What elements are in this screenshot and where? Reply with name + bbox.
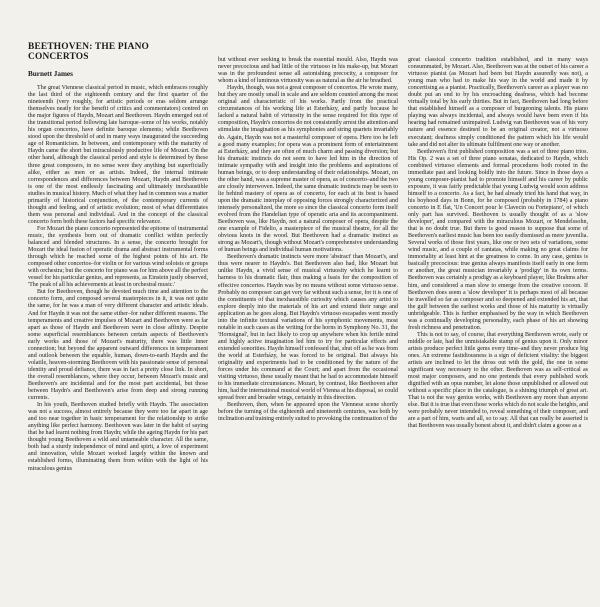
column-2 — [218, 57, 398, 423]
paragraph: For Mozart the piano concerto represented the epitome of instrumental music, the synthesis born out of dramatic conflict within perfectly balanced and blended structures. In a sense, the concerto brought for Mozart the ideal fusion of operatic drama and abstract instrumental forms through which he reached some of the highest points of his art. He composed other concertos–for violin or for various wind soloists or groups with orchestra; but the concerto for piano was for him above all the perfect vessel for his particular genius, and represents, as Einstein justly observed, 'The peak of all his achievements at least in orchestral music.' — [28, 225, 208, 289]
paragraph: In his youth, Beethoven studied briefly with Haydn. The association was not a success, almost entirely because they were too far apart in age and too near together in basic temperament for the relationship to strike anything like perfect harmony. Beethoven was later in the habit of saying that he had learnt nothing from Haydn; while the ageing Haydn for his part thought young Beethoven a wild and untameable character. All the same, both had a sturdy independence of mind and spirit, a love of experiment and innovation, while Mozart worked largely within the known and established forms, illuminating them from within with the light of his miraculous genius — [28, 402, 208, 472]
paragraph: great classical concerto tradition established, and in many ways consummated, by Mozart. Also, Beethoven was at the outset of his career a virtuoso pianist (as Mozart had been but Haydn assuredly was not), a young man who had to make his way in the world and made it by concertising as a pianist. Practically, Beethoven's career as a player was no doubt put an end to by his encroaching deafness, which had become virtually total by his early thirties. But in fact, Beethoven had long before that established himself as a composer of burgeoning talents. His piano playing was always incidental, and always would have been even if his hearing had remained unimpaired. Ludwig van Beethoven was of his very nature and essence destined to be an original creator, not a virtuoso executant; deafness simply conditioned the pattern which his life would take and did not alter its ultimate fulfilment one way or another. — [408, 57, 588, 148]
author-byline: Burnett James — [28, 70, 73, 78]
paragraph: Beethoven's first published composition was a set of three piano trios. His Op. 2 was a set of three piano sonatas, dedicated to Haydn, which combined virtuoso elements and formal procedures both rooted in the immediate past and looking boldly into the future. Since in those days a young composer-pianist had to promote himself and his career by public exposure, it was fairly predictable that young Ludwig would soon address himself to a concerto. As a fact, he had already tried his hand that way, in his boyhood days in Bonn, for he composed (probably in 1784) a piano concerto in E flat, 'Un Concert pour le Clavecin ou Fortepiano', of which only part has survived. Beethoven is usually thought of as a 'slow developer', and compared with the miraculous Mozart, or Mendelssohn, that is no doubt true. But there is good reason to suppose that some of Beethoven's earliest music has been too easily dismissed as mere juvenilia. Several works of those first years, like one or two sets of variations, some wind music, and a couple of cantatas, while making no great claims for immortality at least hint at the greatness to come. In any case, genius is basically precocious: true genius always manifests itself early in one form or another, the great musician invariably a 'prodigy' in its own terms. Beethoven was certainly a prodigy as a keyboard player, like Brahms after him, and considered a man slow to emerge from the creative cocoon. If Beethoven does seem a 'slow developer' it is perhaps most of all because he travelled so far as composer and so deepened and extended his art, that the gulf between the earliest works and those of his maturity is virtually unbridgeable. This is further emphasised by the way in which Beethoven was a continually developing personality, each phase of his art showing fresh richness and penetration. — [408, 148, 588, 331]
paragraph: Beethoven, then, when he appeared upon the Viennese scene shortly before the turning of the eighteenth and nineteenth centuries, was both by inclination and training entirely suited to provoking the continuation of the — [218, 402, 398, 423]
paragraph: Beethoven's dramatic instincts were more 'abstract' than Mozart's, and thus were nearer to Haydn's. But Beethoven also had, like Mozart but unlike Haydn, a vivid sense of musical virtuosity which he learnt to harness to his dramatic flair, thus making a basis for the composition of effective concertos. Haydn was by no means without some virtuoso sense. Probably no composer can get very far without such a sense, for it is one of the constituents of that inexhaustible curiosity which causes any artist to explore deeply into the materials of his art and extend their range and application as he goes along. But Haydn's virtuoso escapades went mostly into the infinite textural variations of his symphonic movements, most notable in such cases as the writing for the horns in Symphony No. 31, the 'Hornsignal', but in fact likely to crop up anywhere when his fertile mind and highly active imagination led him to try for particular effects and extended sonorities. Haydn himself confessed that, shut off as he was from the world at Esterházy, he was forced to be original. But always his originality and experiments had to be conditioned by the nature of the forces under his command at the Court; and apart from the occasional visiting virtuoso, these usually meant that he had to accommodate himself to his immediate circumstances. Mozart, by contrast, like Beethoven after him, had the international musical world of Vienna at his disposal, so could spread freer and broader wings, certainly in this direction. — [218, 254, 398, 402]
paragraph: This is not to say, of course, that everything Beethoven wrote, early or middle or late, had the unmistakable stamp of genius upon it. Only minor artists produce perfect little gems every time–and they never produce big ones. An extreme fastidiousness is a sign of deficient vitality: the biggest artists are inclined to let the dross out with the gold, the one in some significant way necessary to the other. Beethoven was as self-critical as most major composers, and no one pretends that every published work dignified with an opus number, let alone those unpublished or allowed out without a specific place in the catalogue, is a shining triumph of great art. That is not the way genius works, with Beethoven any more than anyone else. But it is true that even those works which do not scale the heights, and were probably never intended to, reveal something of their composer, and are a part of him, warts and all, so to say. All that can really be asserted is that Beethoven was usually honest about it, and didn't claim a goose as a — [408, 331, 588, 430]
column-3 — [408, 57, 588, 430]
paragraph: Haydn, though, was not a great composer of concertos. He wrote many, but they are mostly small in scale and are seldom counted among the most original and characteristic of his works. Partly from the practical circumstances of his working life at Esterházy, and partly because he lacked a natural habit of virtuosity in the sense required for this type of composition, Haydn's concertos do not consistently arrest the attention and stimulate the imagination as his symphonies and string quartets invariably do. Again, Haydn was not a masterful composer of opera. Here too he left a good many examples; for opera was a prominent form of entertainment at Esterházy, and they are often of much charm and passing diversion; but his dramatic instincts do not seem to have led him in the direction of intimate sympathy with and insight into the problems and aspirations of human beings, or to deep understanding of their relationships. Mozart, on the other hand, was a supreme master of opera, as of concerto–and the two are closely interwoven. Indeed, the same dramatic instincts may be seen to lie behind mastery of opera as of concerto, for each at its best is based upon the dramatic interplay of opposing forces strongly characterized and intensely personalized, the more so since the classical concerto form itself evolved from the Handelian type of operatic aria and its accompaniment. Beethoven was, like Haydn, not a natural composer of opera, despite the one example of Fidelio, a masterpiece of the musical theatre, for all the obvious knots in the wood. But Beethoven had a dramatic instinct as strong as Mozart's, though without Mozart's comprehensive understanding of human beings and individual human motivations. — [218, 85, 398, 254]
paragraph: But for Beethoven, though he devoted much time and attention to the concerto form, and composed several masterpieces in it, it was not quite the same, for he was a man of very different character and artistic ideals. And for Haydn it was not the same either–for rather different reasons. The temperaments and creative impulses of Mozart and Beethoven were as far apart as those of Haydn and Beethoven were in close affinity. Despite some superficial resemblances between certain aspects of Beethoven's early works and those of Mozart's maturity, there was little inner connection; but beyond the apparent outward differences in temperament and outlook between the equable, human, down-to-earth Haydn and the volatile, heaven-storming Beethoven with his passionate sense of personal identity and proud defiance, there was in fact a pretty close link. In short, the overall resemblances, where they occur, between Mozart's music and Beethoven's are incidental and for the most part accidental, but those between Haydn's and Beethoven's arise from deep and strong running currents. — [28, 289, 208, 402]
column-1 — [28, 85, 208, 473]
paragraph: but without ever seeking to break the essential mould. Also, Haydn was never precocious and had little of the virtuoso in his make-up, but Mozart was in the profoundest sense all astonishing precocity, a composer for whom a kind of luminous virtuosity was as natural as the air he breathed. — [218, 57, 398, 85]
paragraph: The great Viennese classical period in music, which embraces roughly the last third of the eighteenth century and the first quarter of the nineteenth (very roughly, for artistic periods or eras seldom arrange themselves neatly for the benefit of critics and commentators) centred on the major figures of Haydn, Mozart and Beethoven. Haydn emerged out of the transitional period following late baroque–some of his works, notably his organ concertos, have definite baroque elements; while Beethoven stood upon the threshold of and in many ways inaugurated the succeeding age of Romanticism. In between, and contemporary with the maturity of Haydn came the short but miraculously productive life of Mozart. On the other hand, although the classical period and style is determined by these three great composers, in no sense were they anything but superficially alike, either as men or as artists. Indeed, the internal intimate correspondences and differences between Mozart, Haydn and Beethoven is one of the most endlessly fascinating and ultimately inexhaustible studies in musical history. Much of what they had in common was a matter primarily of historical conjunction, of the contemporary currents of thought and feeling, and of artistic evolution; most of what differentiates them was personal and individual. And in the concept of the classical concerto form both these factors had specific relevance. — [28, 85, 208, 225]
article-title: BEETHOVEN: THE PIANO CONCERTOS — [28, 42, 150, 62]
